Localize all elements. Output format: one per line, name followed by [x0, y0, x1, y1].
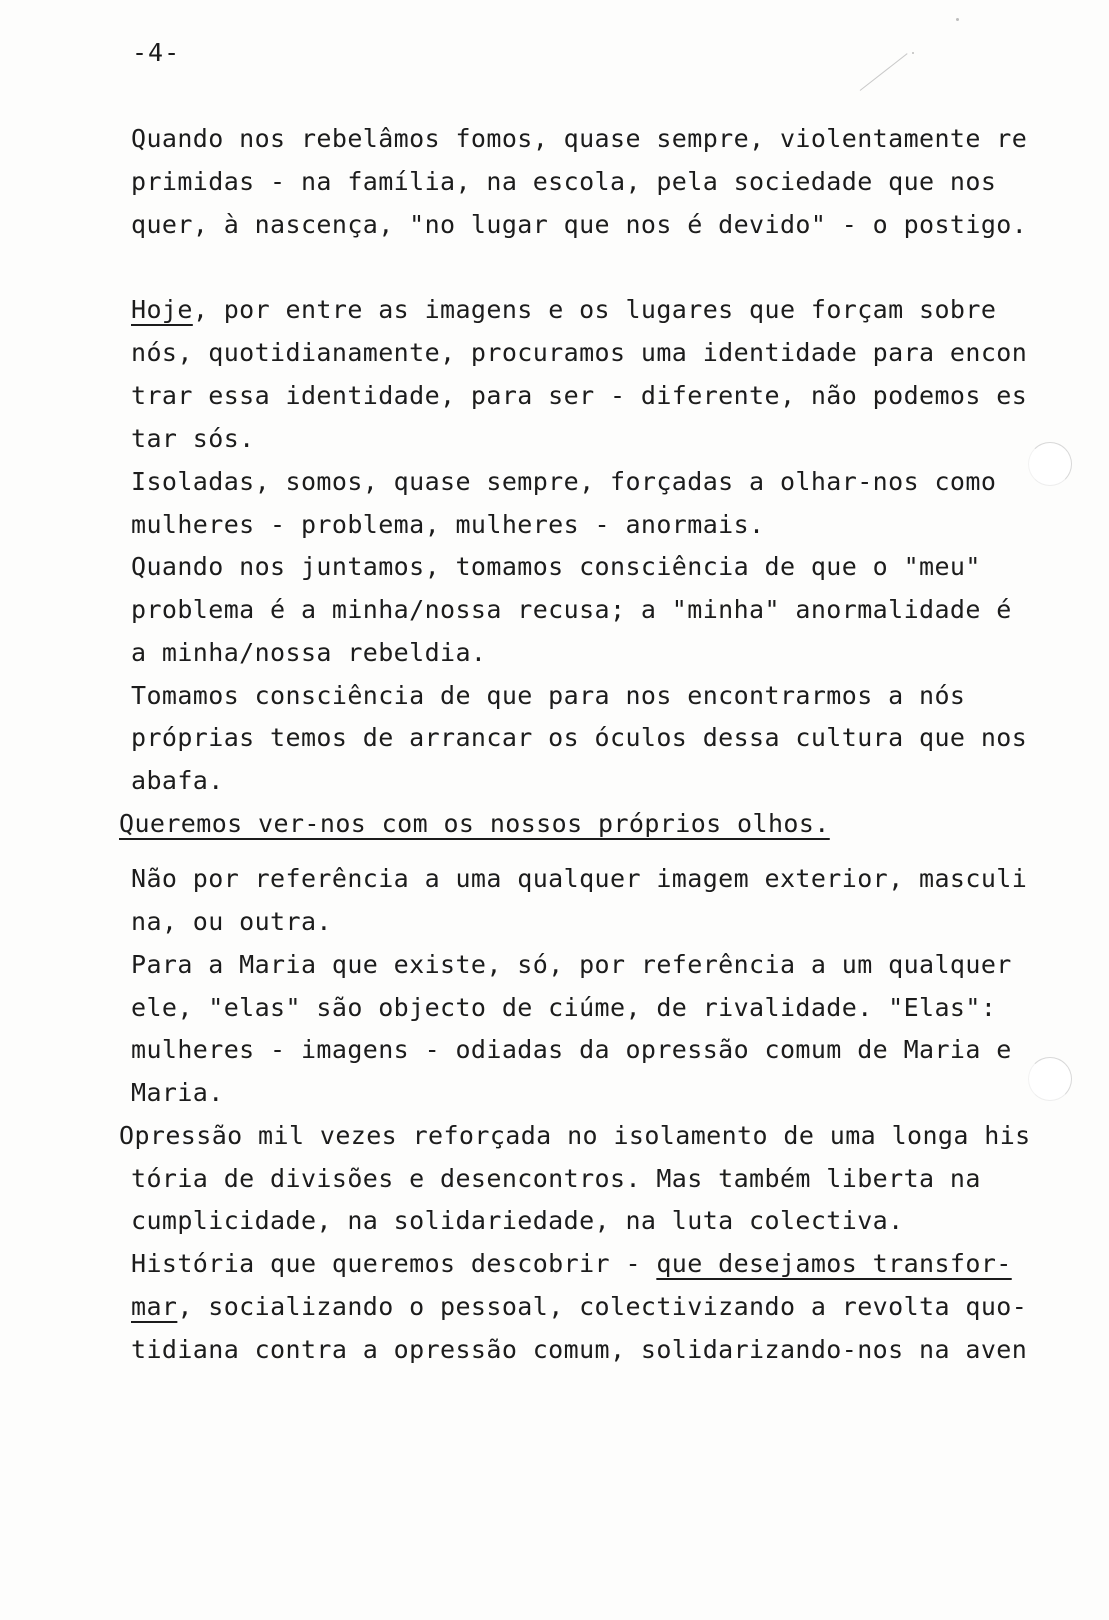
underlined-text: Queremos ver-nos com os nossos próprios olhos.	[119, 809, 830, 838]
scan-artifact-line	[860, 53, 908, 91]
text-line	[131, 638, 486, 668]
underlined-text: Hoje	[131, 295, 193, 324]
text-line	[131, 467, 996, 497]
line-text: cumplicidade, na solidariedade, na luta colectiva.	[131, 1206, 904, 1235]
line-text: Isoladas, somos, quase sempre, forçadas a olhar-nos como	[131, 467, 997, 496]
text-line	[131, 124, 1027, 154]
punch-hole-top	[1028, 442, 1072, 486]
text-line	[131, 381, 1027, 411]
text-line	[131, 1292, 1027, 1322]
line-text: mulheres - imagens - odiadas da opressão comum de Maria e	[131, 1035, 1012, 1064]
text-line	[131, 510, 765, 540]
line-text: quer, à nascença, "no lugar que nos é devido" - o postigo.	[131, 210, 1028, 239]
underlined-text: mar	[131, 1292, 178, 1321]
text-line	[131, 1335, 1027, 1365]
line-text: Tomamos consciência de que para nos encontrarmos a nós	[131, 681, 966, 710]
text-line	[131, 950, 1012, 980]
text-line	[131, 864, 1027, 894]
text-line	[131, 167, 996, 197]
text-line	[131, 338, 1027, 368]
line-text: tar sós.	[131, 424, 255, 453]
text-line	[131, 723, 1027, 753]
text-line	[131, 907, 332, 937]
punch-hole-bottom	[1028, 1057, 1072, 1101]
text-line	[131, 993, 996, 1023]
text-line	[131, 210, 1027, 240]
line-text: ele, "elas" são objecto de ciúme, de rivalidade. "Elas":	[131, 993, 997, 1022]
text-line	[131, 681, 965, 711]
line-text: , socializando o pessoal, colectivizando a revolta quo-	[177, 1292, 1028, 1321]
text-line	[131, 1249, 1012, 1279]
line-text: abafa.	[131, 766, 224, 795]
line-text: Para a Maria que existe, só, por referência a um qualquer	[131, 950, 1012, 979]
text-line	[131, 766, 224, 796]
line-text: Não por referência a uma qualquer imagem exterior, masculi	[131, 864, 1028, 893]
text-line	[119, 1121, 1031, 1151]
line-text: próprias temos de arrancar os óculos dessa cultura que nos	[131, 723, 1028, 752]
text-line	[131, 1078, 224, 1108]
text-line	[131, 1164, 981, 1194]
text-line	[131, 595, 1012, 625]
text-line	[119, 809, 830, 839]
line-text: problema é a minha/nossa recusa; a "minha" anormalidade é	[131, 595, 1012, 624]
scan-speck	[956, 18, 959, 21]
text-line	[131, 552, 981, 582]
text-line	[131, 1206, 904, 1236]
line-text: , por entre as imagens e os lugares que forçam sobre	[192, 295, 997, 324]
text-line	[131, 295, 996, 325]
line-text: trar essa identidade, para ser - diferente, não podemos es	[131, 381, 1028, 410]
line-text: nós, quotidianamente, procuramos uma identidade para encon	[131, 338, 1028, 367]
line-text: primidas - na família, na escola, pela sociedade que nos	[131, 167, 997, 196]
line-text: tória de divisões e desencontros. Mas também liberta na	[131, 1164, 981, 1193]
scan-speck	[912, 52, 914, 54]
line-text: a minha/nossa rebeldia.	[131, 638, 487, 667]
page-number: -4-	[132, 38, 181, 67]
text-line	[131, 424, 255, 454]
line-text: Opressão mil vezes reforçada no isolamento de uma longa his	[119, 1121, 1031, 1150]
line-text: História que queremos descobrir -	[131, 1249, 657, 1278]
line-text: Quando nos juntamos, tomamos consciência de que o "meu"	[131, 552, 981, 581]
line-text: tidiana contra a opressão comum, solidarizando-nos na aven	[131, 1335, 1028, 1364]
line-text: Quando nos rebelâmos fomos, quase sempre, violentamente re	[131, 124, 1028, 153]
underlined-text: que desejamos transfor-	[656, 1249, 1012, 1278]
line-text: Maria.	[131, 1078, 224, 1107]
text-line	[131, 1035, 1012, 1065]
line-text: na, ou outra.	[131, 907, 332, 936]
line-text: mulheres - problema, mulheres - anormais.	[131, 510, 765, 539]
